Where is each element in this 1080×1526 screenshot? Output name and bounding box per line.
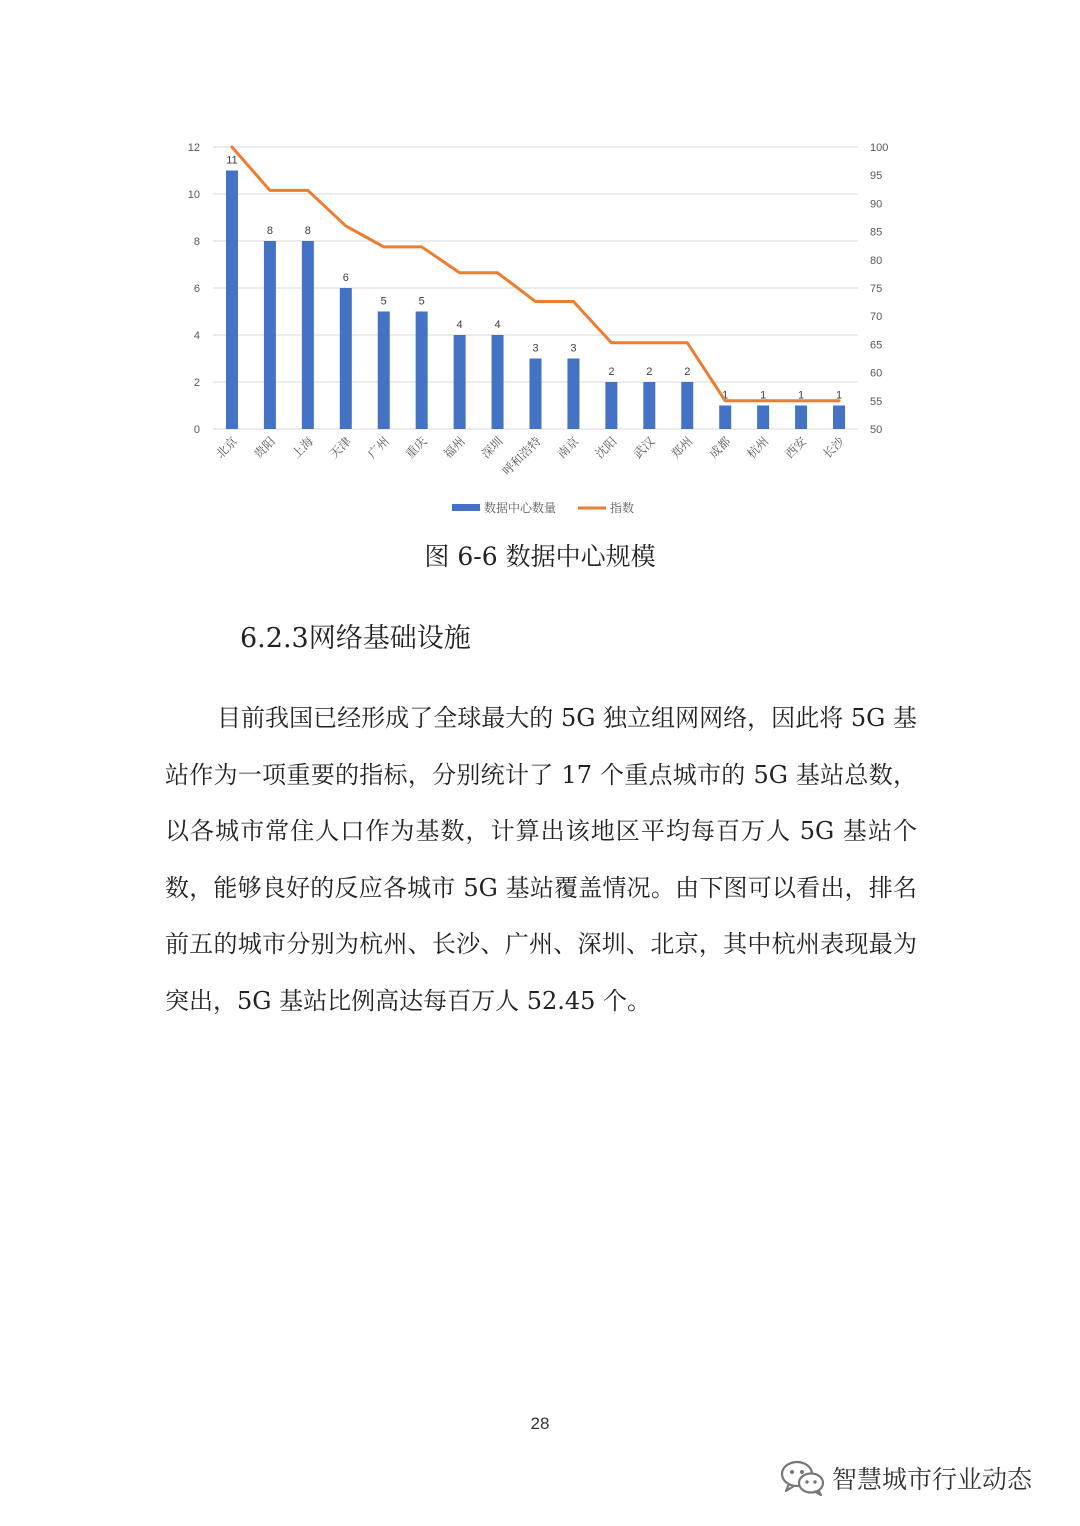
y-left-tick-label: 4 [193, 330, 200, 342]
bar [264, 241, 276, 429]
y-left-tick-label: 10 [187, 189, 200, 201]
section-heading: 6.2.3网络基础设施 [240, 623, 471, 654]
wechat-icon [780, 1458, 826, 1498]
y-right-tick-label: 60 [870, 367, 883, 380]
watermark [780, 1458, 1032, 1498]
bar-line-chart [0, 0, 1080, 530]
bar [492, 335, 504, 429]
x-tick-label: 北京 [213, 434, 241, 462]
bar [340, 288, 352, 429]
bar [226, 171, 238, 430]
bar [530, 359, 542, 430]
x-tick-label: 杭州 [744, 434, 772, 462]
bar-data-label: 5 [418, 295, 425, 308]
y-right-tick-label: 50 [870, 424, 883, 436]
y-right-tick-label: 95 [870, 170, 883, 183]
x-tick-label: 福州 [440, 434, 468, 462]
y-right-tick-label: 100 [870, 142, 889, 154]
x-tick-label: 上海 [289, 434, 316, 462]
bar-data-label: 1 [760, 389, 767, 402]
x-tick-label: 郑州 [668, 434, 696, 462]
y-right-tick-label: 80 [870, 254, 883, 267]
bar-data-label: 8 [266, 225, 273, 237]
x-tick-label: 武汉 [630, 434, 658, 462]
bar-data-label: 2 [684, 366, 691, 378]
x-tick-label: 重庆 [402, 434, 430, 462]
bar-data-label: 5 [380, 295, 387, 308]
page-number: 28 [530, 1414, 550, 1433]
x-tick-label: 广州 [364, 434, 392, 462]
bar-data-label: 1 [835, 389, 843, 402]
legend-swatch-bar [452, 504, 480, 511]
legend-label-line: 指数 [610, 501, 635, 515]
bar [605, 382, 617, 429]
x-tick-label: 贵阳 [251, 434, 279, 462]
watermark-text: 智慧城市行业动态 [832, 1465, 1033, 1494]
bar [719, 406, 731, 430]
bar [795, 406, 807, 430]
x-tick-label: 沈阳 [592, 434, 620, 462]
y-left-tick-label: 8 [193, 236, 200, 248]
bar [567, 359, 579, 430]
y-left-tick-label: 2 [193, 377, 200, 389]
y-left-tick-label: 12 [187, 142, 200, 154]
bar [454, 335, 466, 429]
x-tick-label: 成都 [706, 434, 734, 462]
bar [302, 241, 314, 429]
bar-data-label: 6 [342, 272, 349, 284]
x-tick-label: 天津 [327, 434, 354, 462]
figure-caption: 图 6-6 数据中心规模 [424, 542, 656, 571]
bar-data-label: 3 [532, 342, 539, 355]
x-tick-label: 呼和浩特 [499, 434, 544, 479]
y-left-tick-label: 0 [193, 424, 200, 436]
y-right-tick-label: 55 [870, 395, 883, 408]
x-tick-label: 深圳 [478, 434, 506, 462]
x-tick-label: 南京 [554, 434, 582, 462]
bar [757, 406, 769, 430]
bar-data-label: 1 [722, 389, 729, 402]
bar [643, 382, 655, 429]
bar-data-label: 4 [494, 319, 501, 331]
bar [681, 382, 693, 429]
y-right-tick-label: 90 [870, 198, 883, 211]
bar-data-label: 11 [226, 154, 238, 167]
body-paragraph: 目前我国已经形成了全球最大的 5G 独立组网网络，因此将 5G 基站作为一项重要的指标，分别统计了 17 个重点城市的 5G 基站总数，以各城市常住人口作为基数，计算出该地区平均每百万人 5G 基站个数，能够良好的反应各城市 5G 基站覆盖情况。由下图可以看出，排名前五的城市分别为杭州、长沙、广州、深圳、北京，其中杭州表现最为突出，5G 基站比例高达每百万人 52.45 个。 [165, 704, 917, 1015]
y-right-tick-label: 70 [870, 311, 883, 324]
bar [416, 312, 428, 430]
bar-data-label: 4 [456, 319, 463, 331]
bar [833, 406, 845, 430]
x-tick-label: 西安 [782, 434, 810, 462]
x-tick-label: 长沙 [820, 434, 848, 462]
bar-data-label: 1 [798, 389, 805, 402]
bar-data-label: 2 [646, 366, 653, 378]
y-right-tick-label: 75 [870, 283, 883, 295]
legend-label-bar: 数据中心数量 [484, 501, 557, 515]
bar [378, 312, 390, 430]
bar-data-label: 3 [570, 342, 577, 355]
bar-data-label: 8 [304, 225, 311, 237]
bar-data-label: 2 [608, 366, 615, 378]
y-left-tick-label: 6 [193, 283, 200, 295]
y-right-tick-label: 65 [870, 339, 883, 352]
y-right-tick-label: 85 [870, 226, 883, 239]
